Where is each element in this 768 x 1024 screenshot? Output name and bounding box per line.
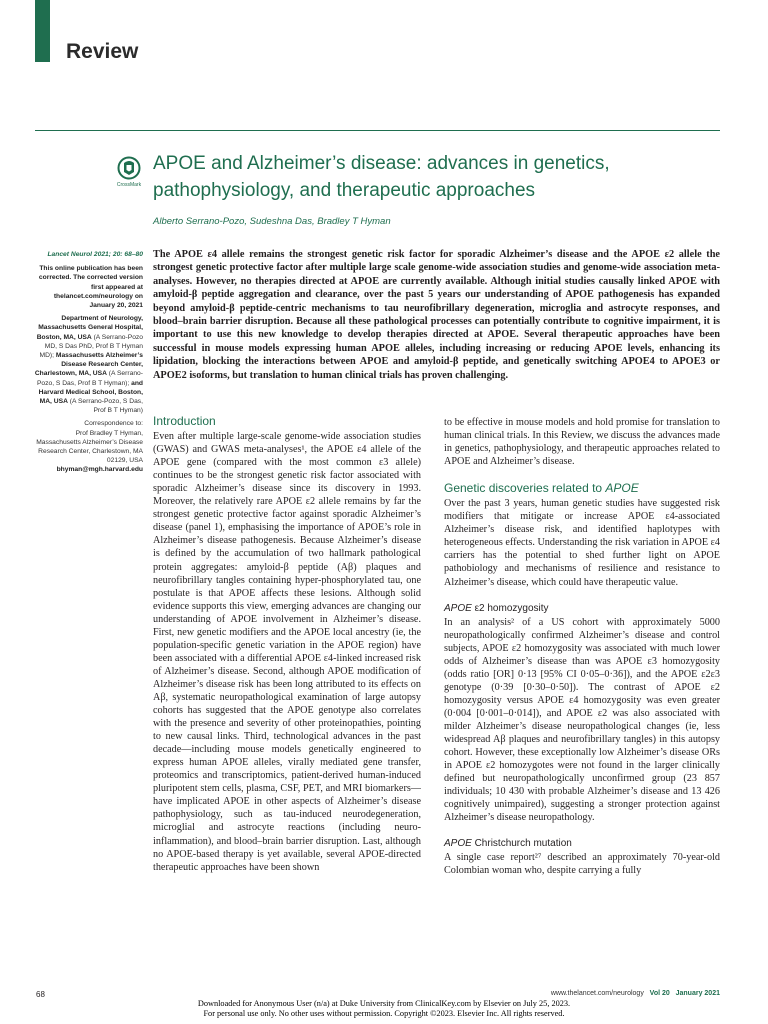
- crossmark-icon[interactable]: [116, 156, 142, 188]
- article-authors: Alberto Serrano-Pozo, Sudeshna Das, Bradley T Hyman: [153, 216, 391, 227]
- subheading-christchurch-mutation: APOE Christchurch mutation: [444, 838, 572, 850]
- correction-note: This online publication has been corrected. The corrected version first appeared at thelancet.com/neurology on January 20, 2021: [38, 265, 143, 310]
- journal-footer: [551, 990, 720, 997]
- body-column-right: [444, 416, 720, 878]
- crossmark-label: CrossMark: [116, 182, 142, 188]
- page-number: 68: [36, 990, 45, 999]
- article-title: APOE and Alzheimer’s disease: advances in genetics, pathophysiology, and therapeutic approaches: [153, 153, 610, 201]
- download-line-1: Downloaded for Anonymous User (n/a) at Duke University from ClinicalKey.com by Elsevier on July 25, 2023.: [197, 999, 571, 1008]
- introduction-continued: to be effective in mouse models and hold promise for translation to human clinical trials. In this Review, we discuss the advances made in genetics, pathophysiology, and therapeutic approaches related to APOE and Alzheimer’s disease.: [444, 417, 720, 468]
- download-line-2: For personal use only. No other uses without permission. Copyright ©2023. Elsevier Inc. All rights reserved.: [203, 1009, 565, 1018]
- abstract: The APOE ε4 allele remains the strongest genetic risk factor for sporadic Alzheimer’s disease and the APOE ε2 allele the strongest genetic protective factor after multiple large scale genome-wide association studies and genome-wide association meta-analyses. However, no therapies directed at APOE are currently available. Although initial studies causally linked APOE with amyloid-β peptide aggregation and clearance, over the past 5 years our understanding of APOE pathogenesis has expanded beyond amyloid-β peptide-centric mechanisms to tau neurofibrillary degeneration, microglia and astrocyte responses, and blood–brain barrier disruption. Because all these pathological processes can potentially contribute to cognitive impairment, it is important to use this new knowledge to develop therapies directed at APOE. Several therapeutic approaches have been successful in mouse models expressing human APOE alleles, including increasing or reducing APOE levels, enhancing its lipidation, blocking the interactions between APOE and amyloid-β peptide, and genetically switching APOE4 to APOE3 or APOE2 isoforms, but translation to human clinical trials has proven challenging.: [153, 249, 720, 381]
- christchurch-paragraph: A single case report²⁷ described an approximately 70-year-old Colombian woman who, despite carrying a fully: [444, 852, 720, 877]
- journal-url[interactable]: www.thelancet.com/neurology: [550, 990, 644, 997]
- header-rule: [35, 130, 720, 131]
- journal-issue-date: January 2021: [675, 990, 720, 997]
- journal-citation: Lancet Neurol 2021; 20: 68–80: [47, 251, 143, 258]
- author-affiliations: Department of Neurology, Massachusetts General Hospital, Boston, MA, USA (A Serrano-Pozo MD, S Das PhD, Prof B T Hyman MD); Massachusetts Alzheimer’s Disease Research Center, Charlestown, MA, USA (A Serrano-Pozo, S Das, Prof B T Hyman); and Harvard Medical School, Boston, MA, USA (A Serrano-Pozo, S Das, Prof B T Hyman): [34, 315, 143, 415]
- journal-volume: Vol 20: [649, 990, 670, 997]
- section-heading-introduction: Introduction: [153, 414, 216, 428]
- section-label: Review: [66, 40, 139, 63]
- subheading-e2-homozygosity: APOE ε2 homozygosity: [444, 602, 549, 614]
- section-heading-genetic-discoveries: Genetic discoveries related to APOE: [444, 481, 639, 496]
- body-column-left: [153, 415, 421, 874]
- correspondence-email[interactable]: bhyman@mgh.harvard.edu: [56, 466, 143, 474]
- download-notice: [0, 999, 768, 1019]
- introduction-paragraph: Even after multiple large-scale genome-wide association studies (GWAS) and GWAS meta-analyses¹, the APOE ε4 allele of the APOE gene (compared with the most common ε3 allele) continues to be the strongest genetic risk factor associated with sporadic Alzheimer’s disease since its discovery in 1993. Moreover, the relatively rare APOE ε2 allele remains by far the strongest genetic protective factor against sporadic Alzheimer’s disease (panel 1), emphasising the importance of APOE’s role in Alzheimer’s disease pathogenesis. Because Alzheimer’s disease is defined by the accumulation of two hallmark pathological protein aggregates: amyloid-β peptide (Aβ) plaques and neurofibrillary tangles containing hyper-phosphorylated tau, one postulate is that APOE affects these lesions. Although solid evidence supports this view, emerging advances are changing our understanding of APOE involvement in Alzheimer’s disease. First, new genetic modifiers and the APOE local ancestry (ie, the population-specific genetic variation in the APOE region) have been associated with a differential APOE ε4-linked increased risk of Alzheimer’s disease. Second, although APOE modification of Alzheimer’s disease risk has been long attributed to its effects on Aβ, systematic neuropathological examination of large autopsy cohorts has suggested that the APOE genotype also correlates with the presence and severity of other proteinopathies, pointing to new causal links. Third, technological advances in the past decade—including mouse models genetically engineered to express human APOE alleles, virally mediated gene transfer, proteomics and transcriptomics, patient-derived human-induced pluripotent stem cells, plasma, CSF, PET, and MRI biomarkers—have implicated APOE in other aspects of Alzheimer’s disease pathophysiology, such as tau-induced neurodegeneration, microglial and astrocyte reactions (including neuro-inflammation), and blood–brain barrier disruption. Last, although no APOE-based therapy is yet available, several APOE-directed therapeutic approaches have been shown: [153, 431, 421, 873]
- article-sidebar: [30, 250, 143, 479]
- genetic-discoveries-paragraph: Over the past 3 years, human genetic studies have suggested risk modifiers that mitigate or increase APOE ε4-associated Alzheimer’s disease risk, and identified haplotypes with heterogeneous effects. Understanding the risk variation in APOE ε4 carriers has the potential to shed further light on APOE pathobiology and mechanisms of resilience and resistance to Alzheimer’s disease, which could have therapeutic value.: [444, 498, 720, 588]
- correspondence: Correspondence to: Prof Bradley T Hyman, Massachusetts Alzheimer’s Disease Research Center, Charlestown, MA 02129, USA bhyman@mgh.harvard.edu: [36, 420, 143, 474]
- e2-homozygosity-paragraph: In an analysis² of a US cohort with approximately 5000 neuropathologically confirmed Alzheimer’s disease and control subjects, APOE ε2 homozygosity was associated with much lower odds of Alzheimer’s disease than was APOE ε3 homozygosity (odds ratio [OR] 0·13 [95% CI 0·05–0·36]), and the APOE ε2ε3 genotype (0·39 [0·30–0·50]). The contrast of APOE ε2 homozygosity versus APOE ε4 homozygosity was even greater (0·004 [0·001–0·014]), and APOE ε2 was also associated with milder Alzheimer’s disease neuropathological changes (ie, less widespread Aβ plaques and neurofibrillary tangles) in this autopsy cohort. However, these exceptionally low Alzheimer’s disease ORs in APOE ε2 homozygotes were not found in the larger clinically defined but neuropathologically unconfirmed group (23 857 individuals; 10 430 with probable Alzheimer’s disease and 13 426 cognitively unimpaired), suggesting a stronger protection against Alzheimer’s disease neuropathology.: [444, 616, 720, 824]
- section-color-tab: [35, 0, 50, 62]
